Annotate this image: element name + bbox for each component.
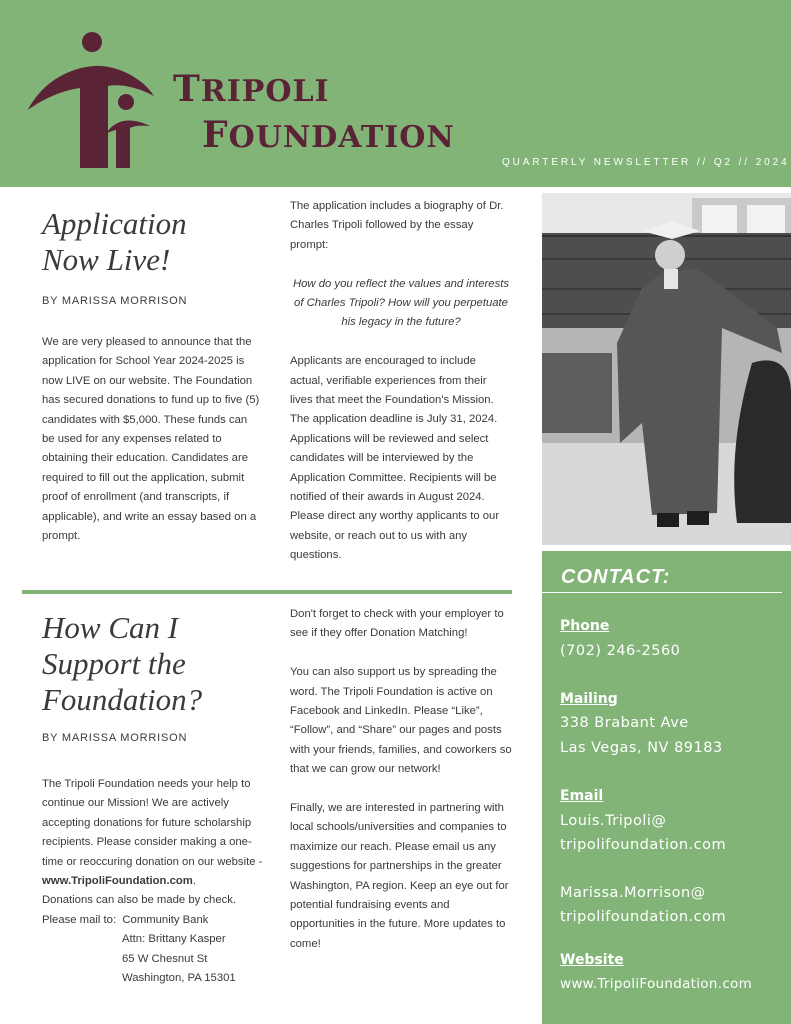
article1-para3: Applicants are encouraged to include actual, verifiable experiences from their lives that meet the Foundation's Mission. The application deadline is July 31, 2024. Applications will be reviewed and select candidates will be interviewed by the Application Committee. Recipients will be notified of their awards in August 2024. Please direct any worthy applicants to our website, or reach out to us with any questions. [290, 355, 500, 562]
article2-col2 [290, 605, 512, 974]
article2-para2: Don't forget to check with your employer to see if they offer Donation Matching! [290, 608, 504, 640]
mailing-line1: 338 Brabant Ave [560, 715, 689, 731]
brand-name-line1: TRIPOLI [173, 68, 330, 110]
essay-prompt: How do you reflect the values and interests of Charles Tripoli? How will you perpetuate his legacy in the future? [292, 277, 509, 329]
article1-para1: We are very pleased to announce that the application for School Year 2024-2025 is now LIVE on our website. The Foundation has secured donations to fund up to five (5) candidates with $5,000. These funds can be used for any expenses related to obtaining their education. Candidates are required to fill out the application, submit proof of enrollment (and transcripts, if applicable), and write an essay based on a prompt. [42, 336, 260, 543]
mailing-label: Mailing [560, 691, 618, 707]
website-link[interactable]: www.TripoliFoundation.com [560, 976, 753, 992]
website-label: Website [560, 952, 624, 968]
mailing-line2: Las Vegas, NV 89183 [560, 740, 723, 756]
article2-para3: You can also support us by spreading the word. The Tripoli Foundation is active on Facebook and LinkedIn. Please “Like”, “Follow”, and “Share” our pages and posts with your friends, families, and coworkers so that we can grow our network! [290, 666, 512, 776]
contact-panel [542, 551, 791, 1024]
contact-title: CONTACT: [561, 566, 671, 588]
email2-line1[interactable]: Marissa.Morrison@ [560, 885, 706, 901]
article1-col1 [42, 333, 262, 566]
email1-line1[interactable]: Louis.Tripoli@ [560, 813, 667, 829]
check-line: Donations can also be made by check. [42, 894, 237, 907]
section-divider [22, 590, 512, 594]
phone-number[interactable]: (702) 246-2560 [560, 643, 681, 659]
article1-para2: The application includes a biography of Dr. Charles Tripoli followed by the essay prompt: [290, 200, 504, 251]
article2-headline: How Can I Support the Foundation? [42, 610, 203, 717]
newsletter-tag: QUARTERLY NEWSLETTER // Q2 // 2024 [502, 157, 790, 168]
article2-byline: BY MARISSA MORRISON [42, 732, 188, 744]
mail-address: Please mail to: Community Bank [42, 913, 209, 926]
brand-name-line2: FOUNDATION [202, 114, 455, 156]
graduate-photo [542, 193, 791, 545]
donation-website-link[interactable]: www.TripoliFoundation.com [42, 875, 193, 888]
email1-line2[interactable]: tripolifoundation.com [560, 837, 727, 853]
email2-line2[interactable]: tripolifoundation.com [560, 909, 727, 925]
header-band [0, 0, 791, 187]
email-label: Email [560, 788, 604, 804]
article1-byline: BY MARISSA MORRISON [42, 295, 188, 307]
article2-para1: The Tripoli Foundation needs your help to continue our Mission! We are actively accepting donations for future scholarship recipients. Please consider making a one-time or reoccuring donation on our website - www.TripoliFoundation.com. [42, 778, 263, 888]
article1-headline: Application Now Live! [42, 206, 187, 277]
article2-col1: The Tripoli Foundation needs your help to continue our Mission! We are actively accepting donations for future scholarship recipients. Please consider making a one-time or reoccuring donation on our website - www.TripoliFoundation.com. Donations can also be made by check. Please mail to: Community Bank Attn: Brittany Kasper 65 W Chesnut St Washington, PA 15301 [42, 775, 264, 988]
tripoli-logo-icon [26, 30, 156, 172]
phone-label: Phone [560, 618, 610, 634]
contact-rule [542, 592, 782, 593]
article1-col2 [290, 197, 512, 585]
article2-para4: Finally, we are interested in partnering with local schools/universities and companies to maximize our reach. Please email us any suggestions for partnerships in the greater Washington, PA region. Keep an eye out for potential fundraising events and opportunities in the future. More updates to come! [290, 802, 509, 950]
